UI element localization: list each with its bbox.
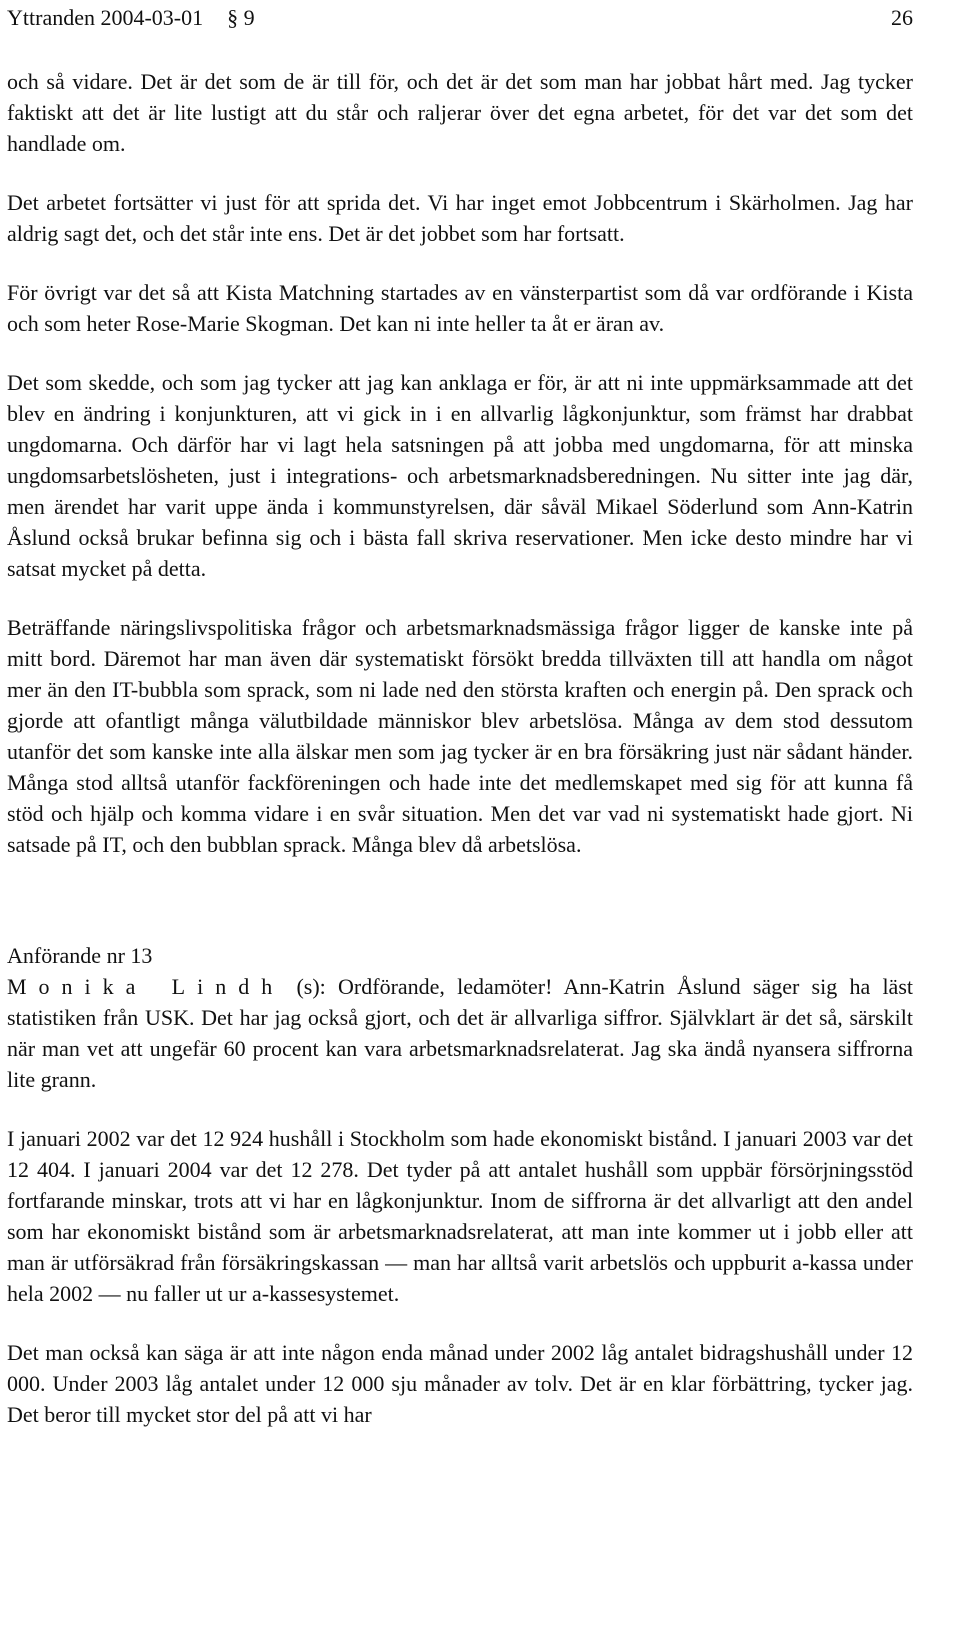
section-number: § 9 — [227, 5, 255, 30]
paragraph: Det som skedde, och som jag tycker att jag kan anklaga er för, är att ni inte uppmärksammade att det blev en ändring i konjunkturen, att vi gick in i en allvarlig lågkonjunktur, som främst har drabbat ungdomarna. Och därför har vi lagt hela satsningen på att jobba med ungdomarna, för att minska ungdomsarbetslösheten, just i integrations- och arbetsmarknadsberedningen. Nu sitter inte jag där, men ärendet har varit uppe ända i kommunstyrelsen, där såväl Mikael Söderlund som Ann-Katrin Åslund också brukar befinna sig och i bästa fall skriva reservationer. Men icke desto mindre har vi satsat mycket på detta. — [7, 370, 913, 581]
paragraph: Det man också kan säga är att inte någon enda månad under 2002 låg antalet bidragshushåll under 12 000. Under 2003 låg antalet under 12 000 sju månader av tolv. Det är en klar förbättring, tycker jag. Det beror till mycket stor del på att vi har — [7, 1340, 913, 1427]
speech-intro-paragraph — [7, 971, 913, 1095]
paragraph: och så vidare. Det är det som de är till för, och det är det som man har jobbat hårt med. Jag tycker faktiskt att det är lite lustigt att du står och raljerar över det egna arbetet, för det var det som det handlade om. — [7, 69, 913, 156]
speech-section — [7, 940, 913, 1430]
header-left — [7, 2, 255, 33]
speaker-name: Monika Lindh — [7, 974, 285, 999]
speech-intro-text: (s): Ordförande, ledamöter! Ann-Katrin Åslund säger sig ha läst statistiken från USK. Det har jag också gjort, och det är allvarliga siffror. Självklart är det så, särskilt när man vet att ungefär 60 procent kan vara arbetsmarknadsrelaterat. Jag ska ändå nyansera siffrorna lite grann. — [7, 974, 913, 1092]
page-header — [7, 2, 913, 38]
paragraph: Det arbetet fortsätter vi just för att sprida det. Vi har inget emot Jobbcentrum i Skärholmen. Jag har aldrig sagt det, och det står inte ens. Det är det jobbet som har fortsatt. — [7, 190, 913, 246]
speech-heading: Anförande nr 13 — [7, 943, 153, 968]
page-number: 26 — [891, 5, 913, 30]
section-gap — [7, 888, 913, 940]
paragraph: För övrigt var det så att Kista Matchning startades av en vänsterpartist som då var ordförande i Kista och som heter Rose-Marie Skogman. Det kan ni inte heller ta åt er äran av. — [7, 280, 913, 336]
document-page — [7, 2, 913, 1458]
paragraph: Beträffande näringslivspolitiska frågor och arbetsmarknadsmässiga frågor ligger de kanske inte på mitt bord. Däremot har man även där systematiskt försökt bredda tillväxten till att handla om något mer än den IT-bubbla som sprack, som ni lade ned den största kraften och energin på. Den sprack och gjorde att ofantligt många välutbildade människor blev arbetslösa. Många av dem stod dessutom utanför det som kanske inte alla älskar men som jag tycker är en bra försäkring just när sådant händer. Många stod alltså utanför fackföreningen och hade inte det medlemskapet med sig för att kunna få stöd och hjälp och komma vidare i en svår situation. Men det var vad ni systematiskt hade gjort. Ni satsade på IT, och den bubblan sprack. Många blev då arbetslösa. — [7, 615, 913, 857]
document-title: Yttranden 2004-03-01 — [7, 5, 204, 30]
paragraph: I januari 2002 var det 12 924 hushåll i Stockholm som hade ekonomiskt bistånd. I januari 2003 var det 12 404. I januari 2004 var det 12 278. Det tyder på att antalet hushåll som uppbär försörjningsstöd fortfarande minskar, trots att vi har en lågkonjunktur. Inom de siffrorna är det allvarligt att den andel som har ekonomiskt bistånd som är arbetsmarknadsrelaterat, att man inte kommer ut i jobb eller att man är utförsäkrad från försäkringskassan — man har alltså varit arbetslös och uppburit a-kassa under hela 2002 — nu faller ut ur a-kassesystemet. — [7, 1126, 913, 1306]
